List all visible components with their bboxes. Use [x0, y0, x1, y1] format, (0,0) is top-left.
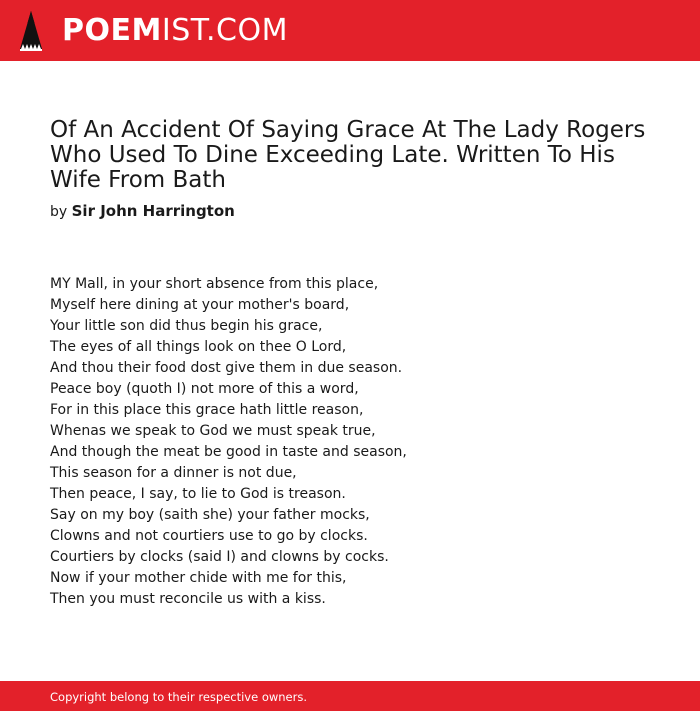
- poem-body: [50, 274, 650, 610]
- copyright-text: Copyright belong to their respective owners.: [50, 690, 308, 704]
- poem-line: Peace boy (quoth I) not more of this a word,: [50, 381, 359, 397]
- byline: [50, 201, 650, 222]
- logo-text-bold: POEM: [62, 13, 162, 48]
- poem-line: Your little son did thus begin his grace,: [50, 318, 323, 334]
- poem-line: Say on my boy (saith she) your father mocks,: [50, 507, 370, 523]
- poem-line: This season for a dinner is not due,: [50, 465, 297, 481]
- poem-line: Whenas we speak to God we must speak true,: [50, 423, 376, 439]
- poem-line: MY Mall, in your short absence from this place,: [50, 276, 379, 292]
- site-footer: [0, 681, 700, 711]
- poem-content: [50, 118, 650, 610]
- poem-line: Myself here dining at your mother's board,: [50, 297, 350, 313]
- by-label: by: [50, 204, 72, 220]
- poem-line: Then you must reconcile us with a kiss.: [50, 591, 326, 607]
- poem-line: The eyes of all things look on thee O Lord,: [50, 339, 347, 355]
- poem-line: Now if your mother chide with me for this,: [50, 570, 347, 586]
- pencil-icon: [18, 10, 44, 52]
- poem-line: For in this place this grace hath little reason,: [50, 402, 364, 418]
- logo-text: [62, 10, 288, 52]
- poem-line: Courtiers by clocks (said I) and clowns by cocks.: [50, 549, 389, 565]
- poem-line: And thou their food dost give them in due season.: [50, 360, 403, 376]
- poem-line: Then peace, I say, to lie to God is treason.: [50, 486, 346, 502]
- site-header: [0, 0, 700, 61]
- poem-line: And though the meat be good in taste and season,: [50, 444, 407, 460]
- author-link[interactable]: Sir John Harrington: [71, 202, 235, 220]
- poem-title: Of An Accident Of Saying Grace At The Lady Rogers Who Used To Dine Exceeding Late. Written To His Wife From Bath: [50, 117, 646, 193]
- poem-line: Clowns and not courtiers use to go by clocks.: [50, 528, 368, 544]
- logo-text-light: IST.COM: [161, 13, 288, 48]
- site-logo-link[interactable]: [18, 10, 288, 52]
